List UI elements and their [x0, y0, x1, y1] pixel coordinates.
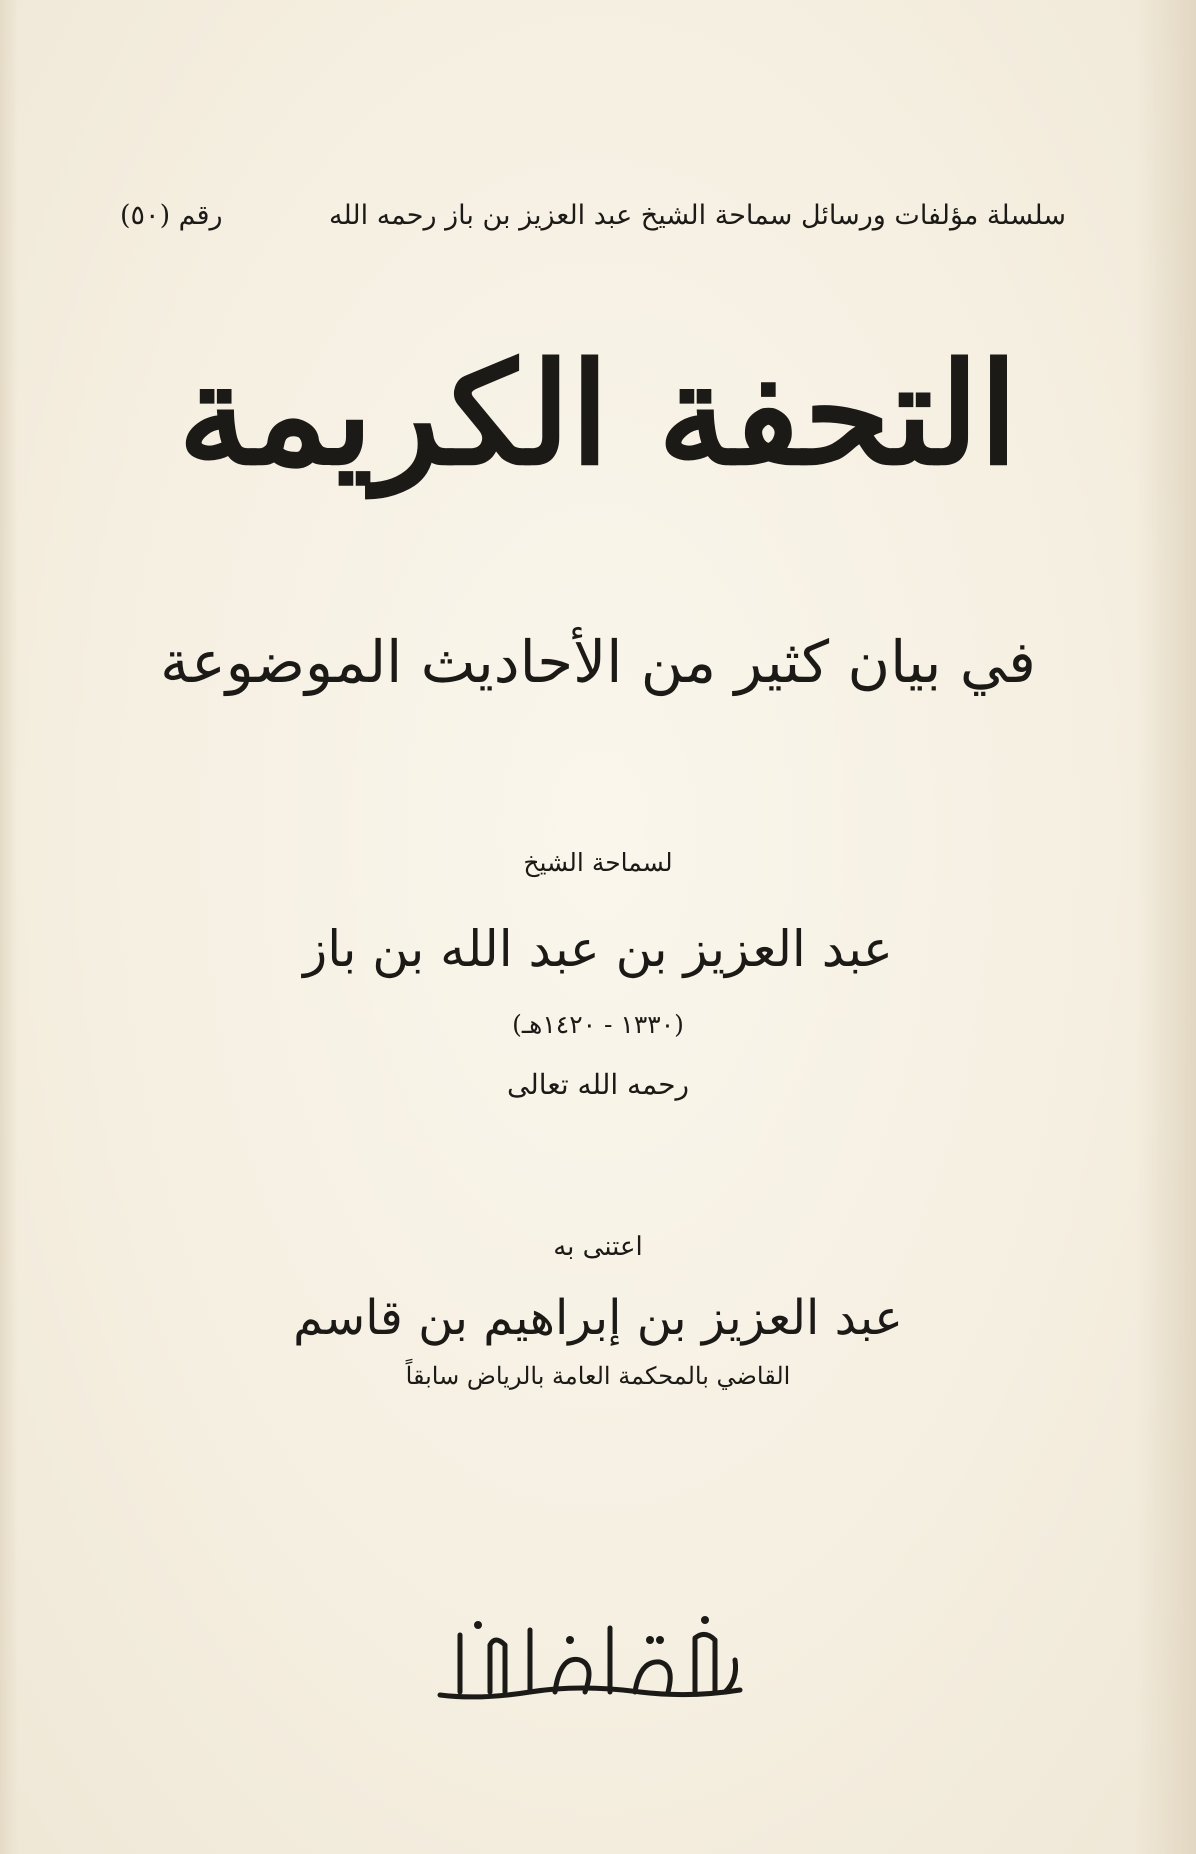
author-blessing: رحمه الله تعالى: [506, 1068, 690, 1101]
series-text: سلسلة مؤلفات ورسائل سماحة الشيخ عبد العزيز بن باز رحمه الله: [328, 200, 1066, 231]
series-line: [120, 200, 1066, 231]
series-number: رقم (٥٠): [120, 200, 223, 231]
author-dates: (١٣٣٠ - ١٤٢٠هـ): [512, 1010, 684, 1039]
publisher-logo-mark: [420, 1600, 760, 1720]
main-title: التحفة الكريمة: [178, 333, 1018, 497]
subtitle: في بيان كثير من الأحاديث الموضوعة: [160, 628, 1036, 696]
author-name: عبد العزيز بن عبد الله بن باز: [303, 920, 893, 978]
author-honorific: لسماحة الشيخ: [523, 848, 673, 877]
editor-name: عبد العزيز بن إبراهيم بن قاسم: [293, 1290, 903, 1346]
publisher-logo: [420, 1600, 760, 1720]
editor-label: اعتنى به: [553, 1232, 643, 1262]
editor-role: القاضي بالمحكمة العامة بالرياض سابقاً: [405, 1362, 791, 1390]
